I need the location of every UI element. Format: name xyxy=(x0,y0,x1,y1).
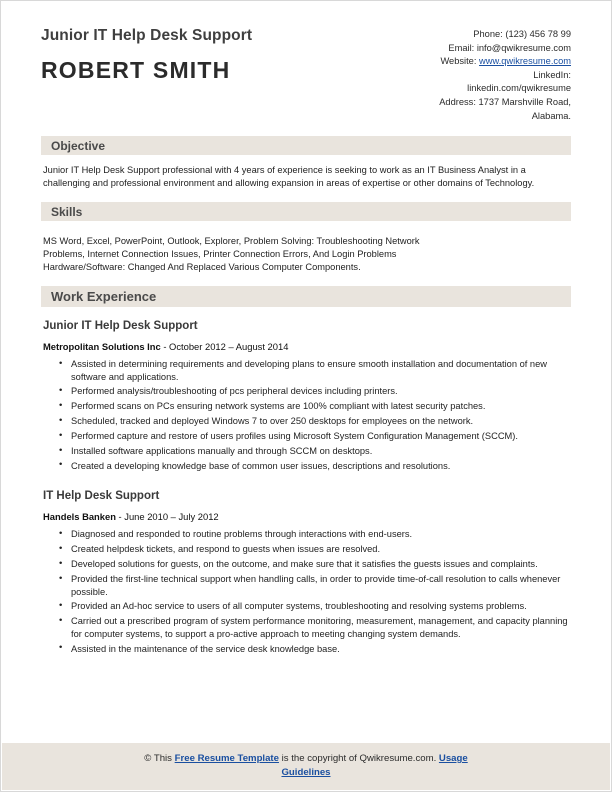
contact-website-label: Website: xyxy=(440,56,480,67)
contact-block xyxy=(439,23,571,123)
page-footer xyxy=(2,743,610,790)
objective-body xyxy=(41,155,571,189)
job-entry xyxy=(41,490,571,655)
job-company: Handels Banken xyxy=(43,511,116,523)
job-bullets xyxy=(43,358,569,472)
contact-linkedin-label: LinkedIn: xyxy=(533,69,571,80)
job-entry xyxy=(41,320,571,472)
objective-text: Junior IT Help Desk Support professional with 4 years of experience is seeking to work as an IT Business Analyst in a challenging and professional environment and allowing expansion in areas of expertise or other domains of Technology. xyxy=(43,165,535,188)
job-meta xyxy=(43,511,569,522)
job-role: Junior IT Help Desk Support xyxy=(43,320,198,333)
contact-address-line2: Alabama. xyxy=(531,110,571,121)
usage-guidelines-link-line1[interactable]: Usage xyxy=(438,753,468,764)
job-meta xyxy=(43,341,569,352)
footer-middle-text: is the copyright of Qwikresume.com. xyxy=(278,753,439,764)
job-dates: - June 2010 – July 2012 xyxy=(115,511,219,523)
skills-line-1: MS Word, Excel, PowerPoint, Outlook, Explorer, Problem Solving: Troubleshooting Network xyxy=(43,236,420,247)
list-item: • Performed scans on PCs ensuring network systems are 100% compliant with latest security patches. xyxy=(71,400,569,412)
list-item: • Provided the first-line technical support when handling calls, in order to provide time-of-call resolution to calls whenever possible. xyxy=(71,573,569,598)
contact-linkedin-value: linkedin.com/qwikresume xyxy=(467,83,571,94)
skills-line-2: Problems, Internet Connection Issues, Printer Connection Errors, And Login Problems xyxy=(43,248,397,259)
website-link[interactable]: www.qwikresume.com xyxy=(479,56,571,67)
job-dates: - October 2012 – August 2014 xyxy=(160,341,289,353)
section-title-objective: Objective xyxy=(51,138,106,153)
list-item: • Installed software applications manually and through SCCM on desktops. xyxy=(71,445,569,457)
list-item: • Scheduled, tracked and deployed Windows 7 to over 250 desktops for employees on the network. xyxy=(71,415,569,427)
contact-website xyxy=(439,55,571,69)
list-item: • Performed capture and restore of users profiles using Microsoft System Configuration Management (SCCM). xyxy=(71,430,569,442)
section-header-objective xyxy=(41,136,571,155)
section-header-skills xyxy=(41,202,571,221)
footer-copyright-prefix: © This xyxy=(144,753,175,764)
list-item: • Assisted in determining requirements and developing plans to ensure smooth installation and documentation of new software and applications. xyxy=(71,358,569,383)
free-resume-template-link[interactable]: Free Resume Template xyxy=(174,753,279,764)
list-item: • Diagnosed and responded to routine problems through interactions with end-users. xyxy=(71,528,569,540)
candidate-name: ROBERT SMITH xyxy=(41,57,231,83)
contact-email: Email: info@qwikresume.com xyxy=(448,42,571,53)
usage-guidelines-link-line2[interactable]: Guidelines xyxy=(281,767,331,778)
section-header-work-experience xyxy=(41,286,571,307)
job-role: IT Help Desk Support xyxy=(43,490,160,503)
skills-line-3: Hardware/Software: Changed And Replaced Various Computer Components. xyxy=(43,261,361,272)
section-title-work-experience: Work Experience xyxy=(51,289,157,305)
contact-phone: Phone: (123) 456 78 99 xyxy=(473,29,571,39)
list-item: • Assisted in the maintenance of the service desk knowledge base. xyxy=(71,643,569,655)
page-title: Junior IT Help Desk Support xyxy=(41,27,253,44)
list-item: • Created helpdesk tickets, and respond to guests when issues are resolved. xyxy=(71,543,569,555)
header-left xyxy=(41,23,252,84)
list-item: • Developed solutions for guests, on the outcome, and make sure that it satisfies the guests issues and complaints. xyxy=(71,558,569,570)
job-bullets xyxy=(43,528,569,655)
list-item: • Carried out a prescribed program of system performance monitoring, measurement, management, and capacity planning for computer systems, to support a pro-active approach to meeting changing system demands. xyxy=(71,615,569,640)
resume-header xyxy=(41,23,571,123)
contact-address-line1: Address: 1737 Marshville Road, xyxy=(439,96,571,107)
resume-content xyxy=(1,1,611,655)
section-title-skills: Skills xyxy=(51,204,83,219)
list-item: • Provided an Ad-hoc service to users of all computer systems, troubleshooting and resolving systems problems. xyxy=(71,600,569,612)
job-company: Metropolitan Solutions Inc xyxy=(43,341,161,353)
list-item: • Performed analysis/troubleshooting of pcs peripheral devices including printers. xyxy=(71,385,569,397)
list-item: • Created a developing knowledge base of common user issues, descriptions and resolutions. xyxy=(71,460,569,472)
skills-body xyxy=(41,221,571,273)
